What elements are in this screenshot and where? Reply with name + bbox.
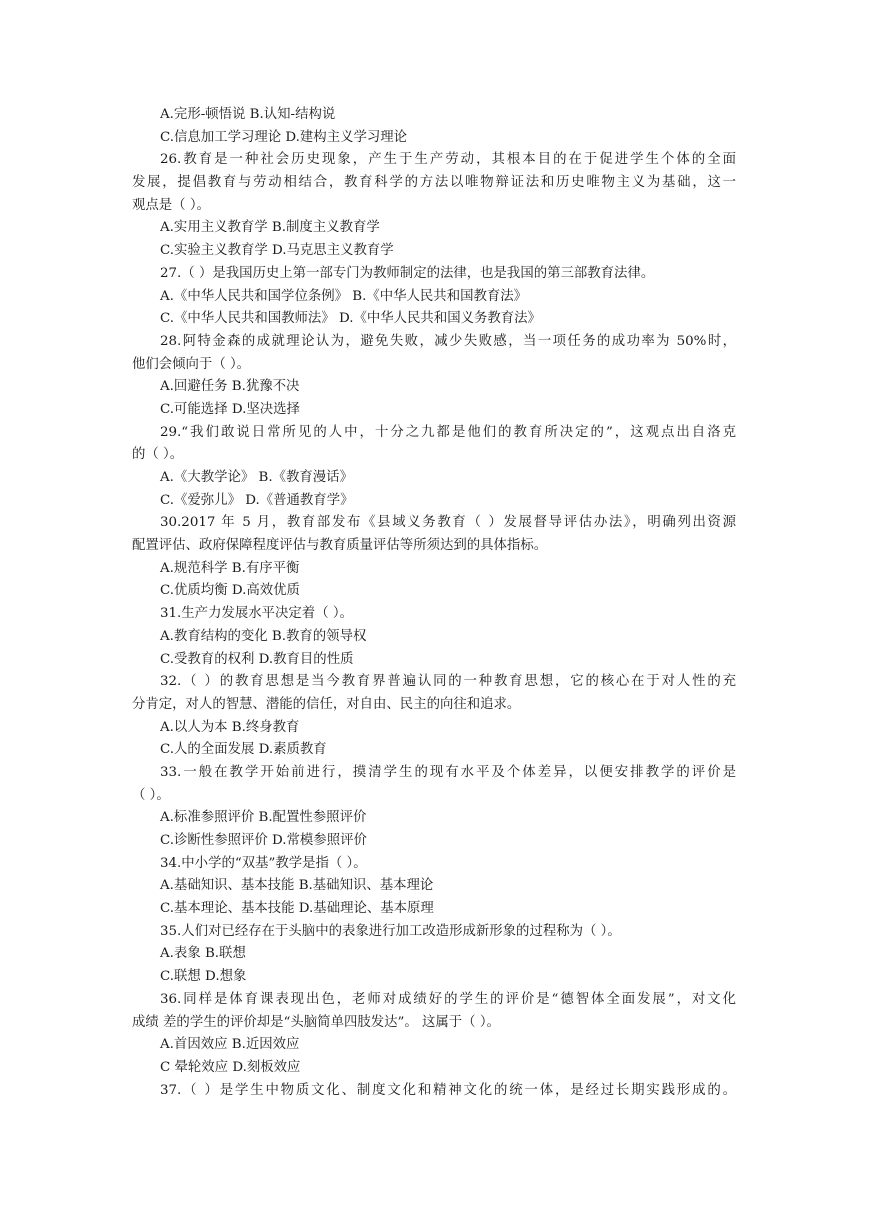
text-line: 配置评估、政府保障程度评估与教育质量评估等所须达到的具体指标。 [132,538,548,554]
text-line: C.人的全面发展 D.素质教育 [160,742,327,758]
text-line: A.基础知识、基本技能 B.基础知识、基本理论 [160,878,434,894]
text-line: 36.同样是体育课表现出色，老师对成绩好的学生的评价是“德智体全面发展”，对文化 [160,991,736,1007]
text-line: 32.（ ）的教育思想是当今教育界普遍认同的一种教育思想，它的核心在于对人性的充 [160,674,736,690]
text-line: A.规范科学 B.有序平衡 [160,560,300,576]
text-line: 发展，提倡教育与劳动相结合，教育科学的方法以唯物辩证法和历史唯物主义为基础，这一 [132,175,736,191]
text-line: 28.阿特金森的成就理论认为，避免失败，减少失败感，当一项任务的成功率为 50%时， [160,333,736,349]
text-line: C.优质均衡 D.高效优质 [160,583,300,599]
text-line: C.联想 D.想象 [160,969,247,985]
text-line: 35.人们对已经存在于头脑中的表象进行加工改造形成新形象的过程称为（ ）。 [160,923,621,939]
text-line: C 晕轮效应 D.刻板效应 [160,1059,301,1075]
text-line: 34.中小学的“双基”教学是指（ ）。 [160,855,367,871]
text-line: A.《大教学论》 B.《教育漫话》 [160,470,353,485]
text-line: 27.（ ）是我国历史上第一部专门为教师制定的法律，也是我国的第三部教育法律。 [160,265,655,281]
text-line: A.以人为本 B.终身教育 [160,719,300,735]
text-line: 他们会倾向于（ ）。 [132,356,251,372]
text-line: 成绩 差的学生的评价却是“头脑简单四肢发达”。 这属于（ ）。 [132,1014,500,1030]
text-line: A.回避任务 B.犹豫不决 [160,379,300,395]
text-line: A.实用主义教育学 B.制度主义教育学 [160,220,380,236]
text-line: 观点是（ ）。 [132,197,210,213]
text-line: 分肯定，对人的智慧、潜能的信任，对自由、民主的向往和追求。 [132,696,521,712]
text-line: （ ）。 [132,787,170,803]
text-line: A.表象 B.联想 [160,946,246,962]
text-line: 29.“我们敢说日常所见的人中，十分之九都是他们的教育所决定的”，这观点出自洛克 [160,424,736,440]
text-line: 31.生产力发展水平决定着（ ）。 [160,606,353,622]
text-line: 37.（ ）是学生中物质文化、制度文化和精神文化的统一体，是经过长期实践形成的。 [160,1082,736,1098]
text-line: C.受教育的权利 D.教育目的性质 [160,651,354,667]
text-line: C.可能选择 D.坚决选择 [160,401,300,417]
text-line: 26.教育是一种社会历史现象，产生于生产劳动，其根本目的在于促进学生个体的全面 [160,152,736,168]
text-line: 30.2017 年 5 月，教育部发布《县域义务教育（ ）发展督导评估办法》，明确列出资源 [160,515,736,531]
text-line: A.首因效应 B.近因效应 [160,1037,300,1053]
text-line: A.教育结构的变化 B.教育的领导权 [160,628,367,644]
text-line: C.《中华人民共和国教师法》 D.《中华人民共和国义务教育法》 [160,311,541,327]
text-line: 的（ ）。 [132,447,184,463]
text-line: C.《爱弥儿》 D.《普通教育学》 [160,492,354,508]
text-line: C.信息加工学习理论 D.建构主义学习理论 [160,129,408,145]
text-line: C.实验主义教育学 D.马克思主义教育学 [160,243,394,259]
question-text-block [132,104,736,1102]
text-line: A.完形-顿悟说 B.认知-结构说 [160,107,336,122]
text-line: A.标准参照评价 B.配置性参照评价 [160,810,367,826]
text-line: 33.一般在教学开始前进行，摸清学生的现有水平及个体差异，以便安排教学的评价是 [160,764,736,780]
text-line: C.诊断性参照评价 D.常模参照评价 [160,833,367,848]
text-line: C.基本理论、基本技能 D.基础理论、基本原理 [160,901,434,917]
text-line: A.《中华人民共和国学位条例》 B.《中华人民共和国教育法》 [160,288,528,304]
